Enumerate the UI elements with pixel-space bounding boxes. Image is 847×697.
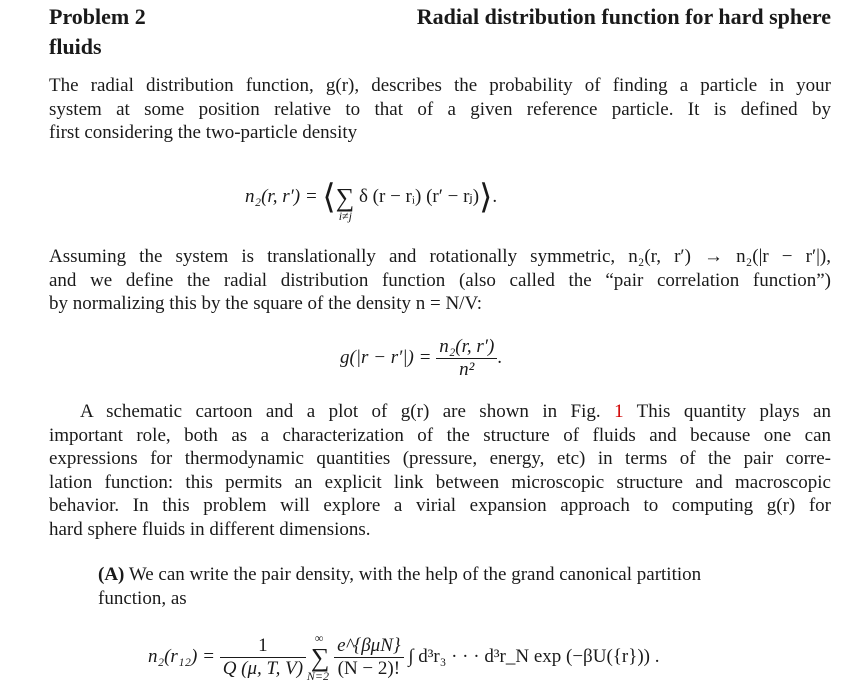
eq1-right-angle: ⟩ bbox=[479, 179, 493, 216]
para2-line-2: and we define the radial distribution function (also called the “pair correlation function”) bbox=[49, 269, 831, 291]
eq3-frac2-numerator: e^{βμN} bbox=[334, 635, 403, 658]
intro-line-2: system at some position relative to that of a given reference particle. It is defined by bbox=[49, 98, 831, 120]
part-a-label: (A) bbox=[98, 564, 125, 585]
para3-line-1-pre: A schematic cartoon and a plot of g(r) are shown in Fig. bbox=[80, 401, 601, 422]
para3-line-1-post: This quantity plays an bbox=[636, 401, 831, 422]
para3-line-2: important role, both as a characterization of the structure of fluids and because one can bbox=[49, 424, 831, 446]
part-a-line-1 bbox=[98, 564, 701, 585]
eq3-fraction-2 bbox=[334, 635, 403, 680]
eq3-frac1-denominator: Q (μ, T, V) bbox=[222, 658, 304, 679]
eq2-numerator: n₂(r, r′) bbox=[436, 336, 497, 359]
part-a bbox=[98, 563, 831, 610]
intro-paragraph bbox=[49, 74, 831, 145]
eq2-fraction bbox=[436, 336, 497, 381]
part-a-line-2: function, as bbox=[98, 587, 187, 609]
intro-line-1: The radial distribution function, g(r), describes the probability of finding a particle in your bbox=[49, 75, 831, 96]
eq3-fraction-1 bbox=[220, 635, 306, 680]
equation-pair-density-gce bbox=[148, 630, 660, 683]
symmetry-paragraph bbox=[49, 245, 831, 316]
eq1-tail: . bbox=[492, 186, 498, 207]
eq3-integral: ∫ d³r₃ · · · d³r_N exp (−βU({r})) . bbox=[408, 645, 660, 667]
eq3-frac2-denominator: (N − 2)! bbox=[337, 658, 401, 679]
eq3-lhs: n₂(r₁₂) = bbox=[148, 645, 215, 667]
eq3-sum-sup: ∞ bbox=[314, 630, 324, 645]
eq1-body: δ (r − rᵢ) (r′ − rⱼ) bbox=[358, 186, 480, 207]
figure-reference-link[interactable]: 1 bbox=[614, 401, 624, 422]
eq3-frac1-numerator: 1 bbox=[220, 635, 306, 658]
schematic-paragraph bbox=[49, 400, 831, 541]
eq1-sum-symbol: ∑ i≠j bbox=[335, 183, 355, 223]
eq1-lhs: n₂(r, r′) = bbox=[245, 186, 318, 207]
para3-line-4: lation function: this permits an explicit link between microscopic structure and macroscopic bbox=[49, 471, 831, 493]
problem-title: Radial distribution function for hard sphere bbox=[416, 4, 831, 29]
part-a-text-1: We can write the pair density, with the help of the grand canonical partition bbox=[128, 564, 702, 585]
para3-line-5: behavior. In this problem will explore a virial expansion approach to computing g(r) for bbox=[49, 495, 831, 516]
problem-heading bbox=[49, 4, 831, 32]
eq3-sum-symbol: ∞ ∑ N=2 bbox=[306, 630, 330, 683]
eq2-denominator: n² bbox=[459, 359, 475, 380]
eq2-tail: . bbox=[497, 346, 503, 368]
para2-line-3: by normalizing this by the square of the density n = N/V: bbox=[49, 293, 483, 314]
para3-line-6: hard sphere fluids in different dimensions. bbox=[49, 518, 371, 540]
para2-line-1: Assuming the system is translationally and rotationally symmetric, n₂(r, r′) → n₂(|r − r′|), bbox=[49, 246, 831, 267]
para3-line-1 bbox=[49, 400, 831, 424]
eq2-lhs: g(|r − r′|) = bbox=[340, 346, 432, 368]
problem-title-continuation: fluids bbox=[49, 34, 102, 59]
problem-label: Problem 2 bbox=[49, 4, 146, 29]
para3-line-3: expressions for thermodynamic quantities (pressure, energy, etc) in terms of the pair corre- bbox=[49, 448, 831, 469]
eq1-sum-subscript: i≠j bbox=[338, 209, 352, 223]
equation-radial-distribution bbox=[340, 336, 502, 381]
eq1-left-angle: ⟨ bbox=[322, 179, 336, 216]
equation-two-particle-density bbox=[245, 177, 498, 223]
intro-line-3: first considering the two-particle density bbox=[49, 122, 358, 143]
eq3-sum-sub: N=2 bbox=[306, 668, 329, 683]
